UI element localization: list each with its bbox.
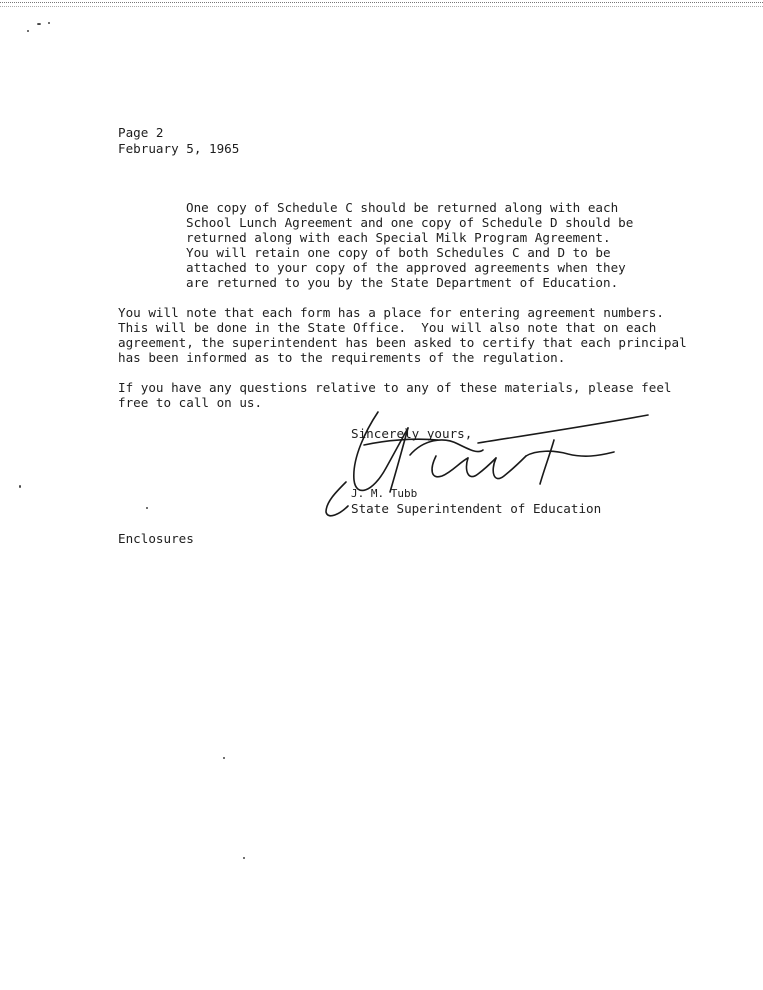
body-line: If you have any questions relative to any of these materials, please feel [118, 380, 672, 395]
signer-name: J. M. Tubb [351, 487, 418, 500]
scan-speck [27, 30, 29, 32]
body-line: free to call on us. [118, 395, 263, 410]
page-number: Page 2 [118, 125, 164, 140]
signer-title: State Superintendent of Education [351, 501, 602, 516]
body-line: One copy of Schedule C should be returned along with each [186, 200, 619, 215]
body-line: School Lunch Agreement and one copy of Schedule D should be [186, 215, 634, 230]
scan-edge [0, 2, 763, 7]
body-line: attached to your copy of the approved agreements when they [186, 260, 626, 275]
body-line: agreement, the superintendent has been asked to certify that each principal [118, 335, 687, 350]
scan-speck [19, 485, 21, 488]
body-line: returned along with each Special Milk Program Agreement. [186, 230, 611, 245]
scan-speck [146, 507, 148, 509]
body-line: You will note that each form has a place for entering agreement numbers. [118, 305, 664, 320]
body-line: You will retain one copy of both Schedules C and D to be [186, 245, 611, 260]
scan-speck [48, 22, 50, 24]
body-line: are returned to you by the State Department of Education. [186, 275, 619, 290]
letter-date: February 5, 1965 [118, 141, 240, 156]
scan-speck [223, 757, 225, 759]
closing-salutation: Sincerely yours, [351, 426, 473, 441]
enclosures-note: Enclosures [118, 531, 194, 546]
scan-speck [243, 857, 245, 859]
body-line: This will be done in the State Office. You will also note that on each [118, 320, 657, 335]
body-line: has been informed as to the requirements of the regulation. [118, 350, 566, 365]
scan-speck [37, 23, 41, 25]
